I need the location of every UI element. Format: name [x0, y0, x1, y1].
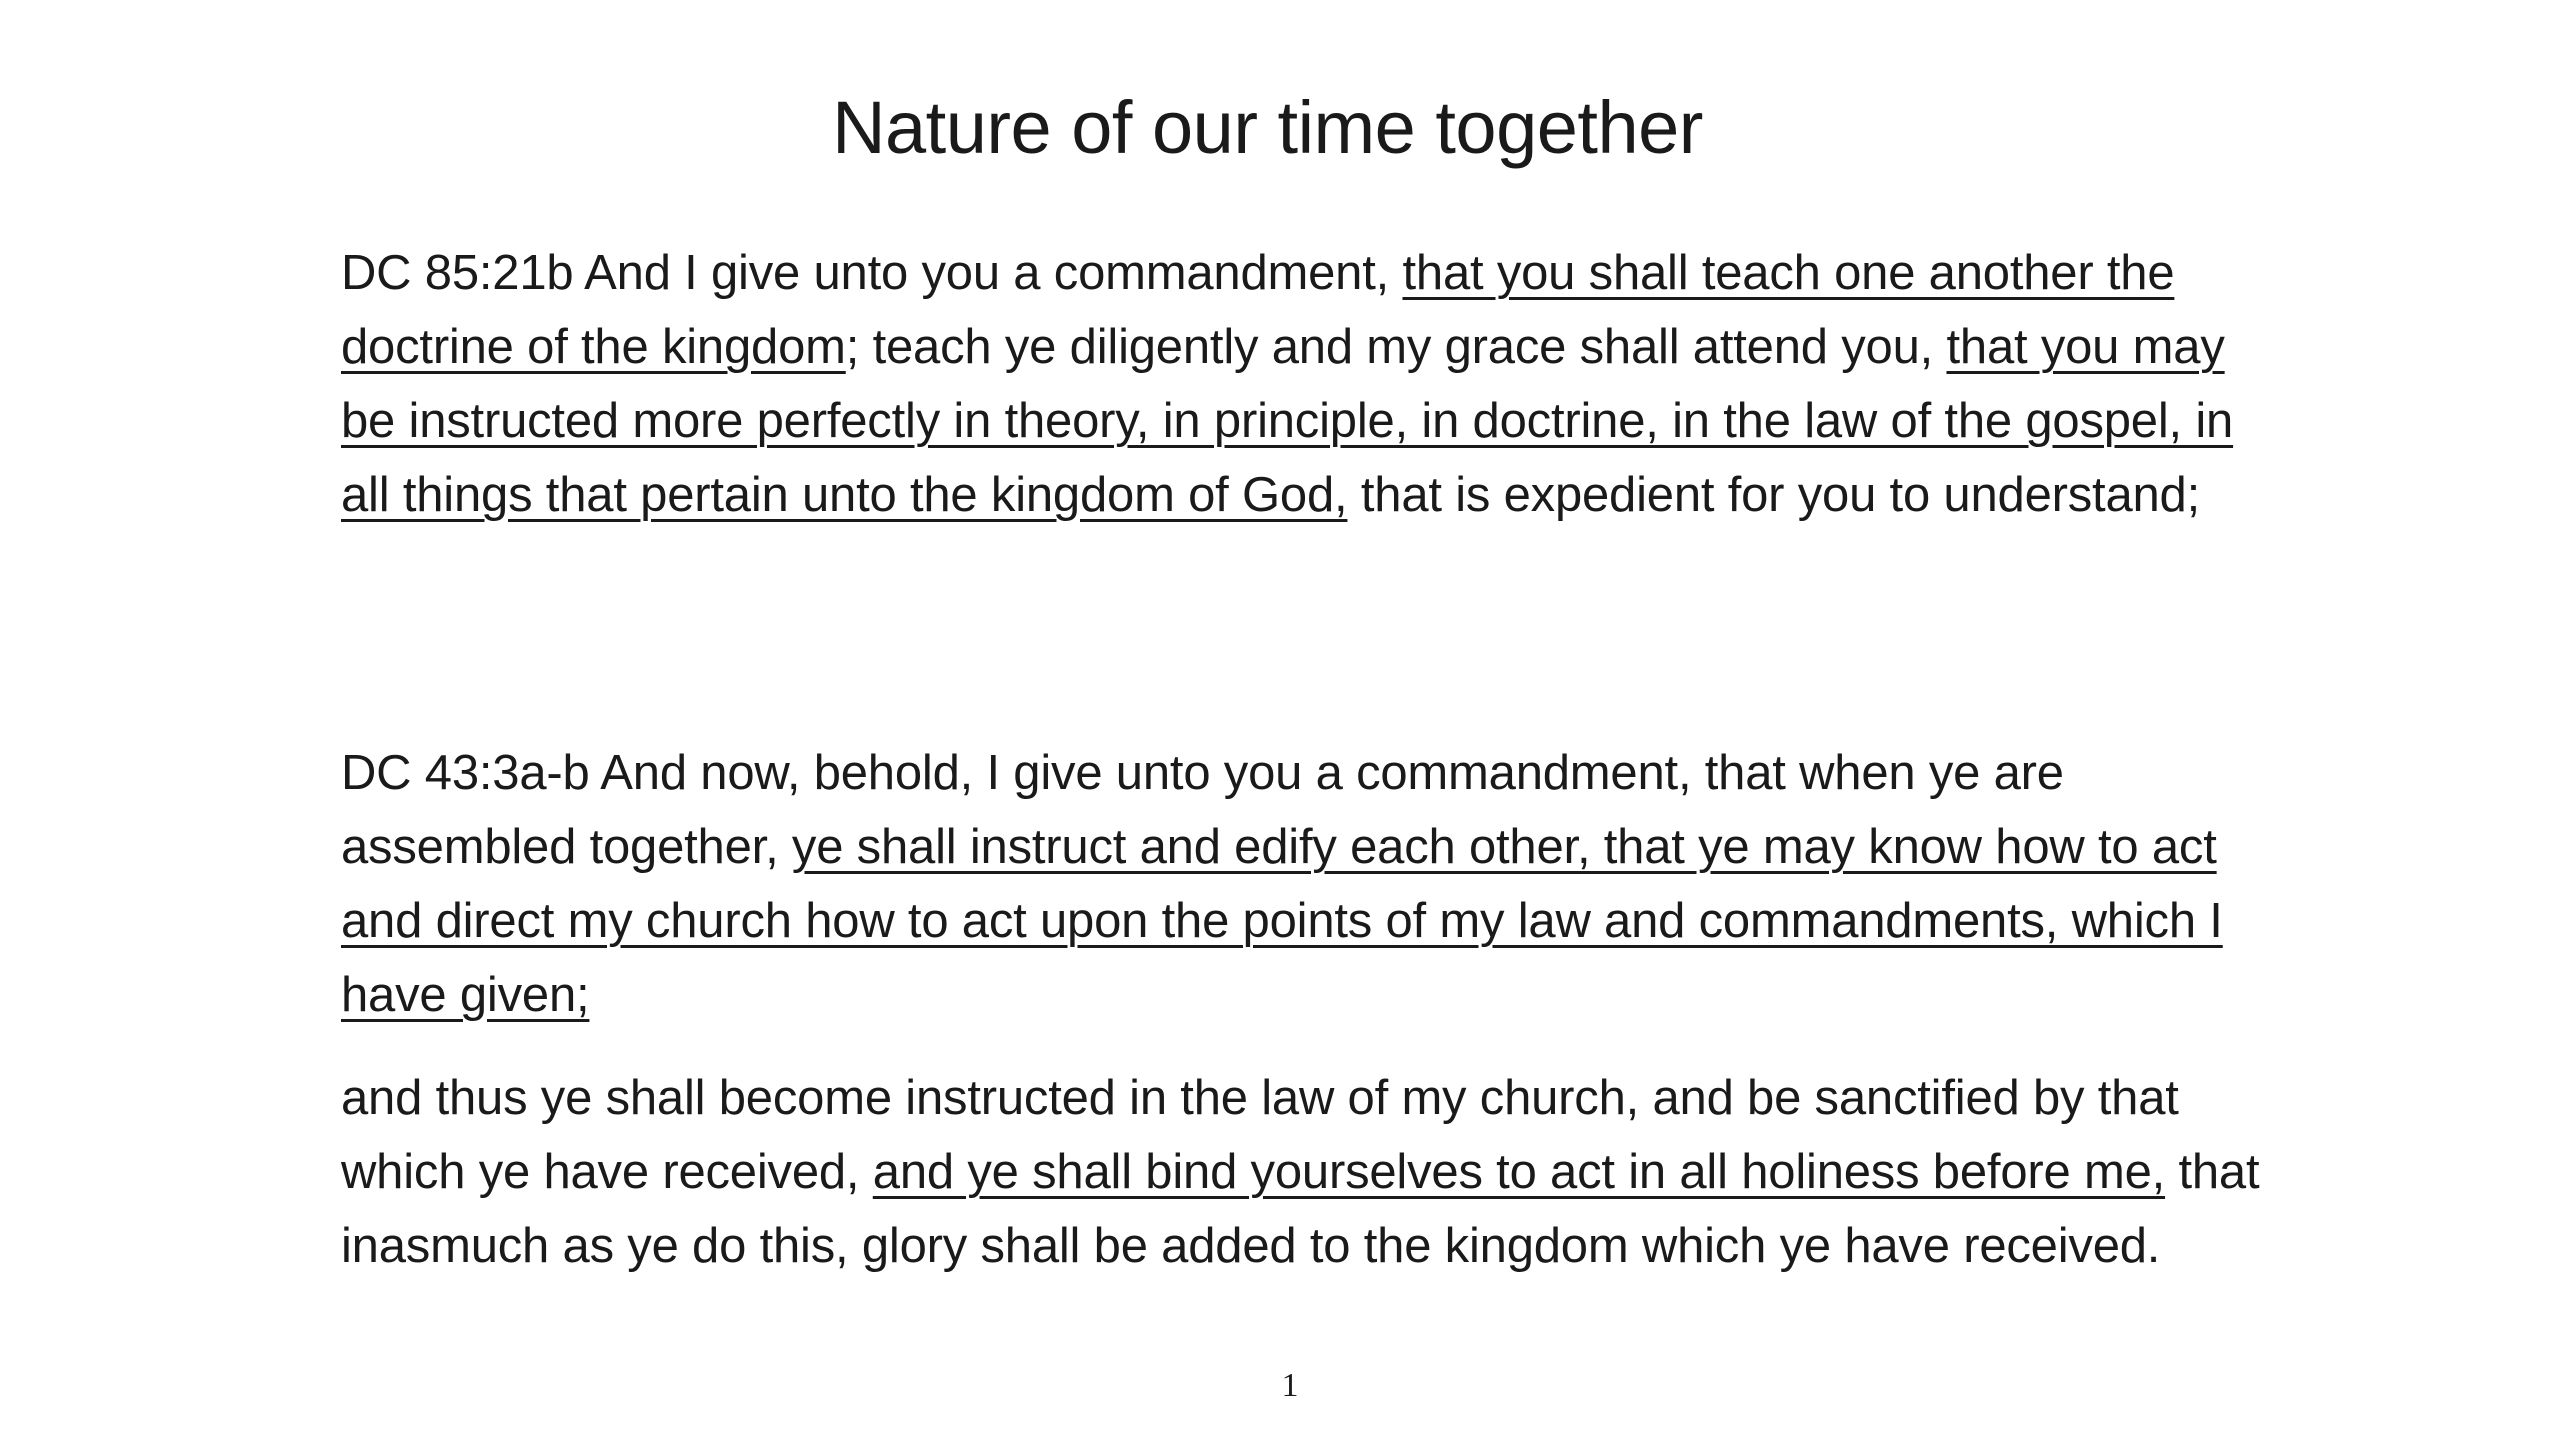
underlined-passage-text: ye shall instruct and edify each other, that ye may know how to act and direct my church how to act upon the points of my law and commandments, which I have given; — [341, 820, 2223, 1022]
passage-dc-43-3a-b — [341, 736, 2261, 1032]
passage-continuation — [341, 1061, 2261, 1283]
passage-text: And I give unto you a commandment, — [573, 246, 1403, 300]
passage-text: that inasmuch as ye do this, glory shall be added to the kingdom which ye have received. — [341, 1145, 2260, 1273]
slide-title: Nature of our time together — [832, 86, 1703, 169]
passage-text: And now, behold, I give unto you a commandment, that when ye are assembled together, — [341, 746, 2064, 874]
page-number: 1 — [1281, 1367, 1299, 1404]
underlined-passage-text: that you may be instructed more perfectly in theory, in principle, in doctrine, in the law of the gospel, in all things that pertain unto the kingdom of God, — [341, 320, 2234, 522]
passage-text: ; teach ye diligently and my grace shall attend you, — [845, 320, 1947, 374]
underlined-passage-text: and ye shall bind yourselves to act in all holiness before me, — [872, 1145, 2166, 1199]
passage-dc-85-21b — [341, 236, 2261, 532]
scripture-reference: DC 85:21b — [341, 246, 574, 300]
passage-text: and thus ye shall become instructed in the law of my church, and be sanctified by that which ye have received, — [341, 1071, 2179, 1199]
underlined-passage-text: that you shall teach one another the doctrine of the kingdom — [341, 246, 2175, 374]
scripture-reference: DC 43:3a-b — [341, 746, 590, 800]
passage-text: that is expedient for you to understand; — [1347, 468, 2201, 522]
